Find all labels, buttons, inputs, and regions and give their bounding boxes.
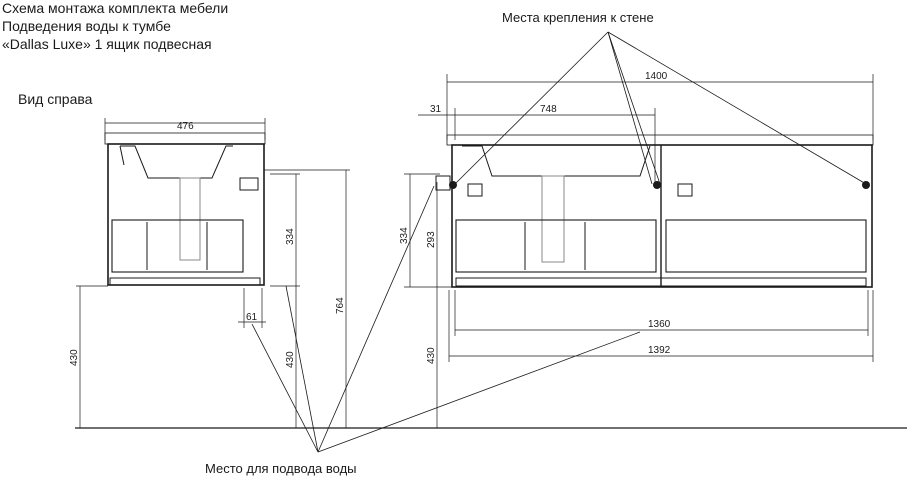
dim-front-height-box: 334 xyxy=(399,227,410,244)
title-line-1: Схема монтажа комплекта мебели xyxy=(2,0,229,16)
view-label: Вид справа xyxy=(18,91,93,107)
dim-side-pipe-offset: 61 xyxy=(246,312,258,323)
dim-front-mount-spacing: 748 xyxy=(540,104,557,115)
dim-front-body-width: 1392 xyxy=(648,345,671,356)
front-right-drawer xyxy=(666,220,866,272)
dim-side-total: 764 xyxy=(335,297,346,314)
front-pipe-outlet xyxy=(436,176,450,190)
side-cabinet-body xyxy=(108,144,264,285)
front-view xyxy=(404,74,873,428)
front-drain-pipe xyxy=(542,176,564,262)
side-sink-bowl xyxy=(120,146,233,178)
dim-front-total-width: 1400 xyxy=(645,71,668,82)
side-view xyxy=(76,118,350,428)
dim-side-height-box: 334 xyxy=(285,228,296,245)
dim-side-width: 476 xyxy=(177,121,194,132)
water-supply-leaders xyxy=(252,186,640,452)
wall-mount-callout: Места крепления к стене xyxy=(502,10,654,25)
title-line-3: «Dallas Luxe» 1 ящик подвесная xyxy=(2,36,212,52)
dim-side-height-pipe: 430 xyxy=(285,351,296,368)
side-drawer xyxy=(112,220,243,272)
front-left-drawer xyxy=(456,220,656,272)
front-countertop xyxy=(447,135,873,145)
title-line-2: Подведения воды к тумбе xyxy=(2,18,171,34)
side-drain-pipe xyxy=(180,178,200,260)
dim-front-height-mount: 293 xyxy=(426,231,437,248)
mount-point-1 xyxy=(449,181,457,189)
dim-front-floor: 430 xyxy=(426,347,437,364)
front-sink-bowl xyxy=(462,146,650,176)
dim-front-inner-width: 1360 xyxy=(648,319,671,330)
side-countertop xyxy=(105,133,265,144)
front-cabinet-body xyxy=(452,145,872,287)
dim-front-edge-offset: 31 xyxy=(430,104,442,115)
dim-side-floor: 430 xyxy=(69,349,80,366)
side-drawer-base xyxy=(110,278,260,285)
front-bracket-1 xyxy=(468,184,482,196)
front-bracket-2 xyxy=(678,184,692,196)
water-supply-callout: Место для подвода воды xyxy=(205,461,357,476)
side-wall-bracket xyxy=(240,178,258,190)
